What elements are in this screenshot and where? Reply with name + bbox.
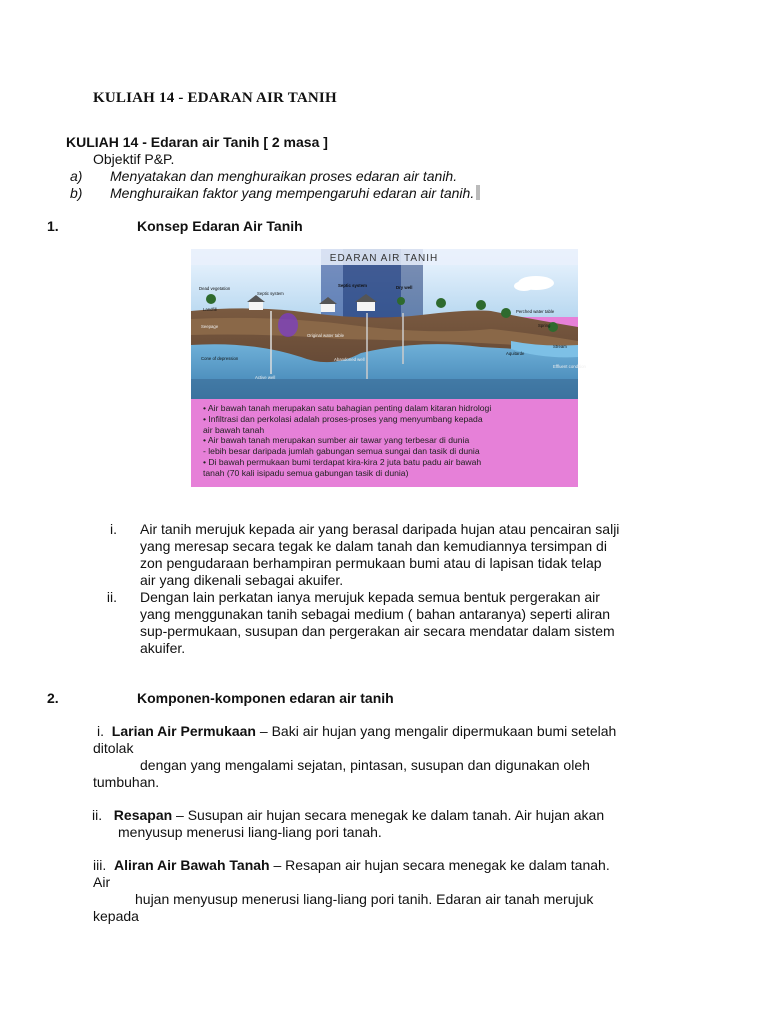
lecture-header: KULIAH 14 - Edaran air Tanih [ 2 masa ] xyxy=(66,134,328,150)
label-septic-system: Septic system xyxy=(257,291,284,296)
diagram-bullet: - lebih besar daripada jumlah gabungan semua sungai dan tasik di dunia xyxy=(203,446,480,457)
text-line: dengan yang mengalami sejatan, pintasan, susupan dan digunakan oleh xyxy=(140,757,590,773)
item-2-i xyxy=(93,723,675,791)
label-landfill: Landfill xyxy=(203,307,217,312)
text-line: yang meresap secara tegak ke dalam tanah dan kemudiannya tersimpan di xyxy=(140,538,607,554)
diagram-title: EDARAN AIR TANIH xyxy=(329,253,439,264)
document-title: KULIAH 14 - EDARAN AIR TANIH xyxy=(93,90,337,106)
section-2-number: 2. xyxy=(47,690,59,706)
objective-b-label: b) xyxy=(70,185,83,201)
text-line: yang menggunakan tanih sebagai medium ( bahan antaranya) seperti aliran xyxy=(140,606,611,622)
text-line: menyusup menerusi liang-liang pori tanah. xyxy=(118,824,382,840)
diagram-bullets xyxy=(203,403,573,479)
groundwater-diagram xyxy=(191,249,586,487)
label-effluent-condition: Effluent condition xyxy=(553,364,586,369)
text-cursor xyxy=(476,185,480,200)
item-2-iii-label: iii. xyxy=(93,857,107,873)
section-2-title: Komponen-komponen edaran air tanih xyxy=(137,690,394,706)
item-2-ii xyxy=(92,807,674,841)
text-line: kepada xyxy=(93,908,139,924)
label-active-well: Active well xyxy=(255,375,276,380)
text-line: Dengan lain perkatan ianya merujuk kepada semua bentuk pergerakan air xyxy=(140,589,600,605)
diagram-bullet: • Di bawah permukaan bumi terdapat kira-kira 2 juta batu padu air bawah xyxy=(203,456,482,467)
section-1-heading xyxy=(47,218,447,236)
label-cone-of-depression: Cone of depression xyxy=(201,356,239,361)
text-line: air yang dikenali sebagai akuifer. xyxy=(140,572,344,588)
section-1-title: Konsep Edaran Air Tanih xyxy=(137,218,303,234)
objective-a xyxy=(70,168,457,184)
section-2-heading xyxy=(47,690,547,708)
text-line: zon pengudaraan berhampiran permukaan bumi atau di lapisan tidak telap xyxy=(140,555,602,571)
diagram-bullet: tanah (70 kali isipadu semua gabungan tasik di dunia) xyxy=(203,467,409,478)
label-spring: Spring xyxy=(538,323,551,328)
objective-b-text: Menghuraikan faktor yang mempengaruhi edaran air tanih. xyxy=(110,185,475,201)
label-abandoned-well: Abandoned well xyxy=(334,357,365,362)
diagram-bullet: • Infiltrasi dan perkolasi adalah proses-proses yang menyumbang kepada xyxy=(203,413,483,424)
label-dead-vegetation: Dead vegetation xyxy=(199,286,231,291)
text-line: tumbuhan. xyxy=(93,774,160,790)
label-dry-well: Dry well xyxy=(396,285,413,290)
text-line: sup-permukaan, susupan dan pergerakan air secara mendatar dalam sistem xyxy=(140,623,615,639)
item-1-ii-label: ii. xyxy=(106,589,117,605)
item-2-iii-term: Aliran Air Bawah Tanah xyxy=(114,857,270,873)
label-perched-water-table: Perched water table xyxy=(516,309,555,314)
label-seepage: Seepage xyxy=(201,324,219,329)
label-original-water-table: Original water table xyxy=(307,333,345,338)
diagram-bullet: • Air bawah tanah merupakan sumber air tawar yang terbesar di dunia xyxy=(203,435,470,446)
text-line: Air xyxy=(93,874,111,890)
objective-a-label: a) xyxy=(70,168,83,184)
item-2-i-term: Larian Air Permukaan xyxy=(111,723,256,739)
text-line: akuifer. xyxy=(140,640,186,656)
item-2-iii xyxy=(93,857,675,925)
objective-b xyxy=(70,185,480,201)
text-line: – Resapan air hujan secara menegak ke dalam tanah. xyxy=(269,857,610,873)
text-line: ditolak xyxy=(93,740,134,756)
diagram-bullet: • Air bawah tanah merupakan satu bahagian penting dalam kitaran hidrologi xyxy=(203,403,492,413)
item-2-ii-label: ii. xyxy=(92,807,103,823)
objective-label: Objektif P&P. xyxy=(93,151,175,167)
text-line: Air tanih merujuk kepada air yang berasal daripada hujan atau pencairan salji xyxy=(140,521,620,537)
text-line: hujan menyusup menerusi liang-liang pori tanih. Edaran air tanah merujuk xyxy=(135,891,594,907)
item-2-i-label: i. xyxy=(97,723,104,739)
text-line: – Baki air hujan yang mengalir dipermukaan bumi setelah xyxy=(256,723,617,739)
item-1-i-label: i. xyxy=(110,521,117,537)
section-1-number: 1. xyxy=(47,218,59,234)
label-stream: Stream xyxy=(553,344,567,349)
text-line: – Susupan air hujan secara menegak ke dalam tanah. Air hujan akan xyxy=(172,807,605,823)
item-1-ii-text xyxy=(140,589,674,657)
label-septic-system-2: Septic system xyxy=(338,283,367,288)
item-1-i-text xyxy=(140,521,674,589)
objective-a-text: Menyatakan dan menghuraikan proses edaran air tanih. xyxy=(110,168,458,184)
label-aquitarde: Aquitarde xyxy=(506,351,525,356)
diagram-bullet: air bawah tanah xyxy=(203,424,265,435)
item-2-ii-term: Resapan xyxy=(113,807,173,823)
